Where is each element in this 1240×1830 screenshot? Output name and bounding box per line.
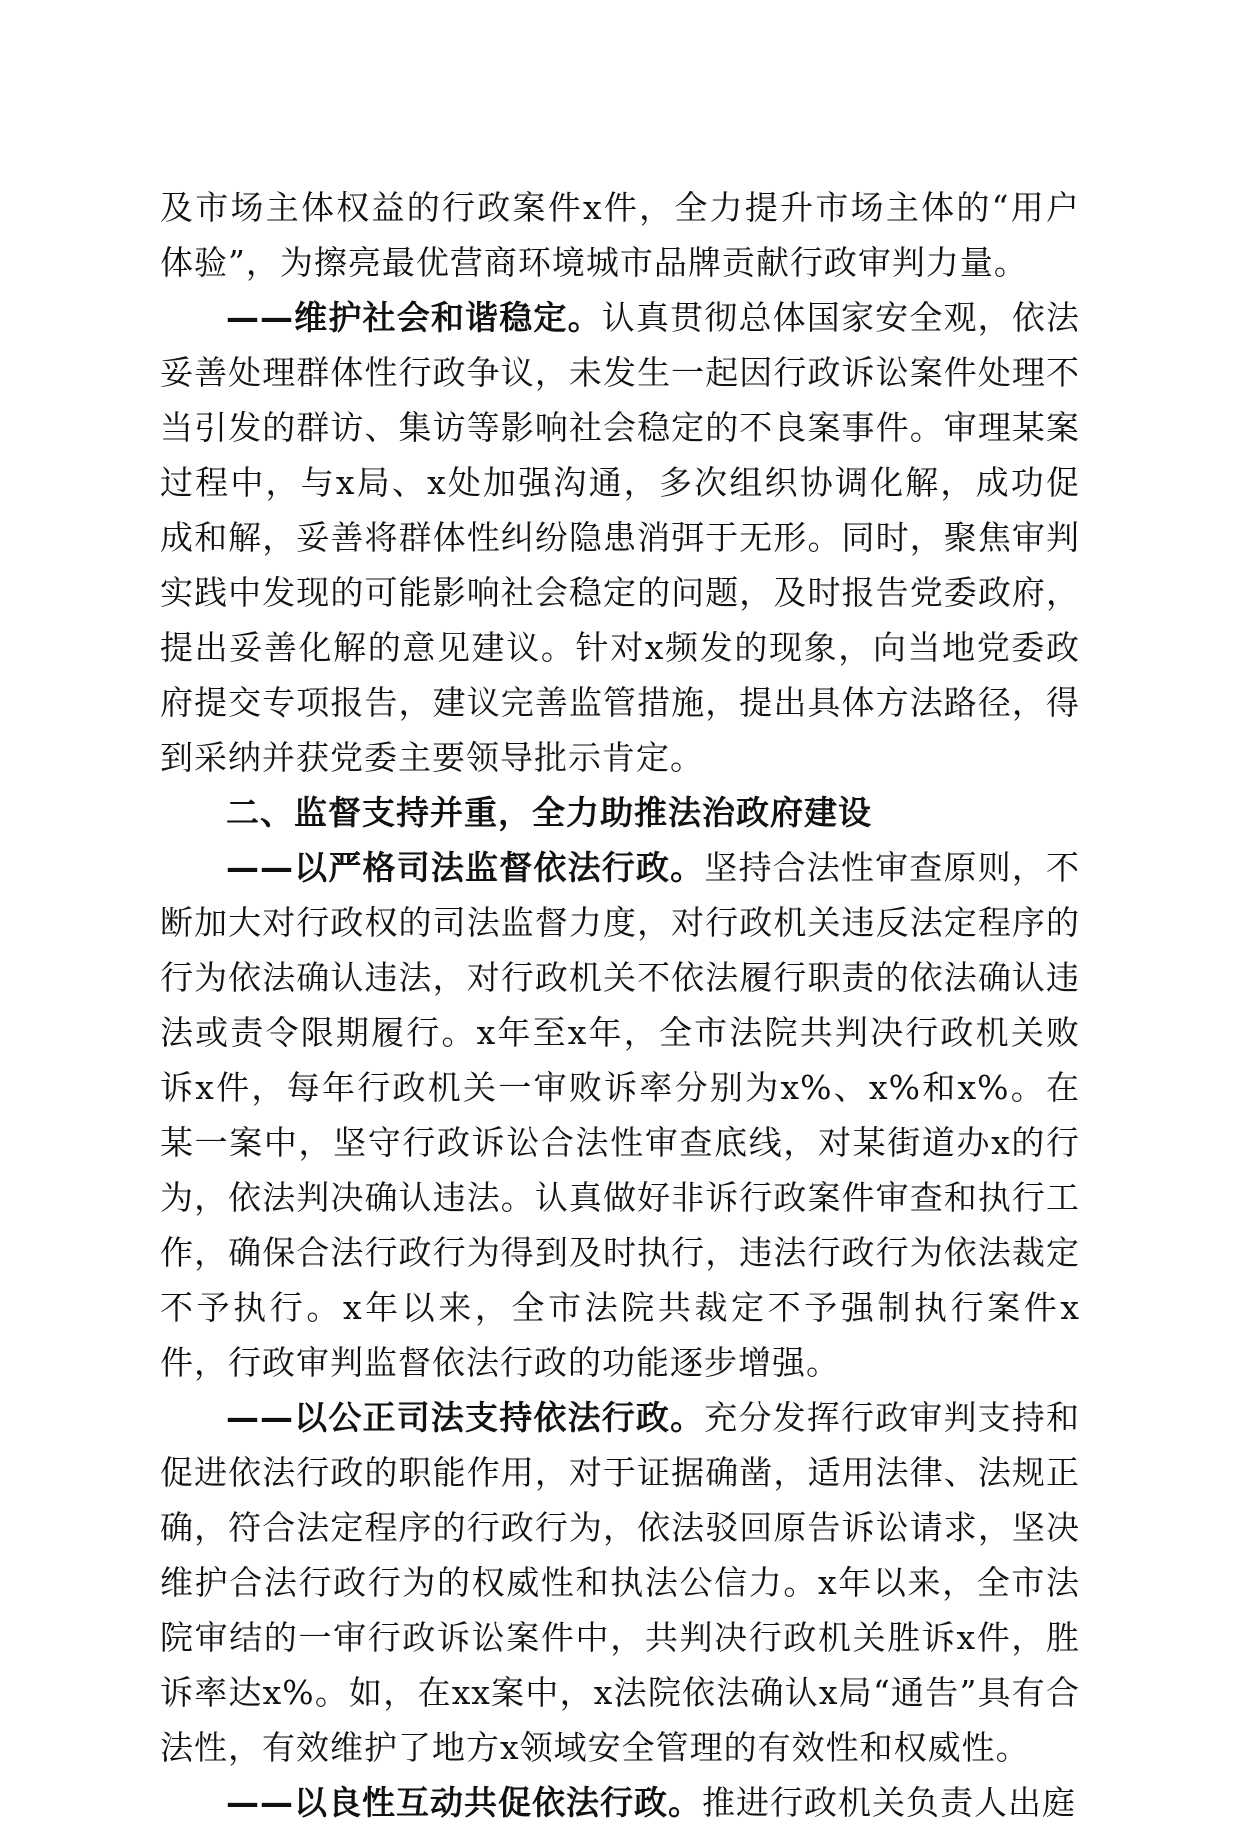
paragraph-social-stability [160, 290, 1080, 785]
paragraph-lead: ——以良性互动共促依法行政。 [226, 1783, 702, 1822]
paragraph-text: 推进行政机关负责人出庭 [702, 1783, 1076, 1822]
paragraph-judicial-support [160, 1390, 1080, 1775]
paragraph-lead: ——以公正司法支持依法行政。 [226, 1398, 705, 1437]
paragraph-lead: ——维护社会和谐稳定。 [226, 298, 602, 337]
paragraph-text: 坚持合法性审查原则，不断加大对行政权的司法监督力度，对行政机关违反法定程序的行为依法确认违法，对行政机关不依法履行职责的依法确认违法或责令限期履行。x年至x年，全市法院共判决行政机关败诉x件，每年行政机关一审败诉率分别为x%、x%和x%。在某一案中，坚守行政诉讼合法性审查底线，对某街道办x的行为，依法判决确认违法。认真做好非诉行政案件审查和执行工作，确保合法行政行为得到及时执行，违法行政行为依法裁定不予执行。x年以来，全市法院共裁定不予强制执行案件x件，行政审判监督依法行政的功能逐步增强。 [160, 848, 1081, 1382]
paragraph-text: 充分发挥行政审判支持和促进依法行政的职能作用，对于证据确凿，适用法律、法规正确，符合法定程序的行政行为，依法驳回原告诉讼请求，坚决维护合法行政行为的权威性和执法公信力。x年以来，全市法院审结的一审行政诉讼案件中，共判决行政机关胜诉x件，胜诉率达x%。如，在xx案中，x法院依法确认x局“通告”具有合法性，有效维护了地方x领域安全管理的有效性和权威性。 [160, 1398, 1081, 1767]
paragraph-judicial-supervision [160, 840, 1080, 1390]
section-heading: 二、监督支持并重，全力助推法治政府建设 [226, 793, 872, 832]
paragraph-text: 及市场主体权益的行政案件x件，全力提升市场主体的“用户体验”，为擦亮最优营商环境城市品牌贡献行政审判力量。 [160, 188, 1080, 282]
paragraph-text: 认真贯彻总体国家安全观，依法妥善处理群体性行政争议，未发生一起因行政诉讼案件处理不当引发的群访、集访等影响社会稳定的不良案事件。审理某案过程中，与x局、x处加强沟通，多次组织协调化解，成功促成和解，妥善将群体性纠纷隐患消弭于无形。同时，聚焦审判实践中发现的可能影响社会稳定的问题，及时报告党委政府，提出妥善化解的意见建议。针对x频发的现象，向当地党委政府提交专项报告，建议完善监管措施，提出具体方法路径，得到采纳并获党委主要领导批示肯定。 [160, 298, 1081, 777]
paragraph-market-entities [160, 180, 1080, 290]
document-page [160, 180, 1081, 1822]
paragraph-lead: ——以严格司法监督依法行政。 [226, 848, 705, 887]
paragraph-positive-interaction [160, 1775, 1080, 1830]
